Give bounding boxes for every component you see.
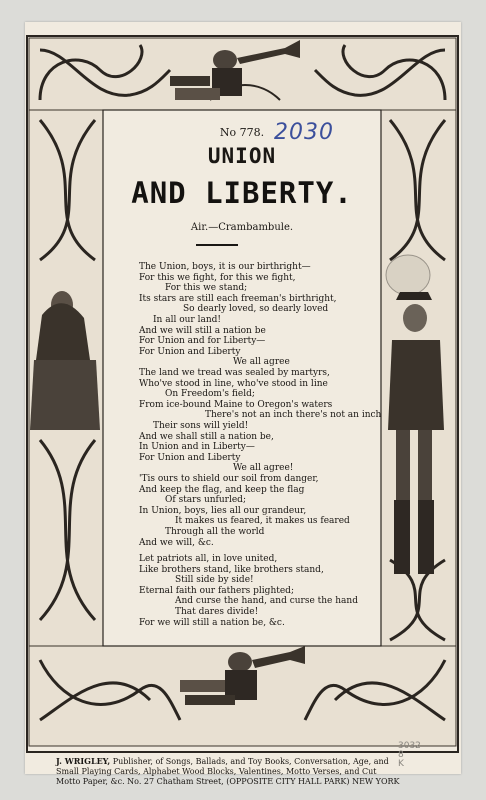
publisher-name: J. WRIGLEY, [56, 756, 111, 766]
title-line-1: UNION [207, 144, 277, 168]
publisher-imprint: J. WRIGLEY, Publisher, of Songs, Ballads, and Toy Books, Conversation, Age, and Small Playing Cards, Alphabet Wood Blocks, Valentines, Motto Verses, and Cut Motto Paper, &c. No. 27 Chatham Street, (OPPOSITE CITY HALL PARK) NEW YORK [56, 756, 400, 786]
title-line-2: AND LIBERTY. [131, 176, 353, 210]
stanza-3: 'Tis ours to shield our soil from danger, And keep the flag, and keep the flag Of stars unfurled; In Union, boys, lies all our grandeur, It makes us feared, it makes us feared Through all the world And we will, &c. [139, 474, 350, 548]
stanza-2: The land we tread was sealed by martyrs, Who've stood in line, who've stood in line On Freedom's field; From ice-bound Maine to Oregon's waters There's not an inch there's not an inch Their sons will yield! And we shall still a nation be, In Union and in Liberty— For Union and Liberty We all agree! [139, 368, 382, 474]
pencil-annotation: 3032 8 K [398, 741, 421, 769]
stanza-4: Let patriots all, in love united, Like brothers stand, like brothers stand, Still side by side! Eternal faith our fathers plighted; And curse the hand, and curse the hand That dares divide! For we will still a nation be, &c. [139, 554, 358, 628]
stanza-1: The Union, boys, it is our birthright— For this we fight, for this we fight, For this we stand; Its stars are still each freeman's birthright, So dearly loved, so dearly loved In all our land! And we will still a nation be For Union and for Liberty— For Union and Liberty We all agree [139, 262, 337, 368]
catalog-number-handwritten: 2030 [274, 120, 334, 145]
air-tune: Air.—Crambambule. [190, 222, 294, 233]
title-divider [196, 244, 238, 246]
song-number: No 778. [219, 126, 265, 139]
